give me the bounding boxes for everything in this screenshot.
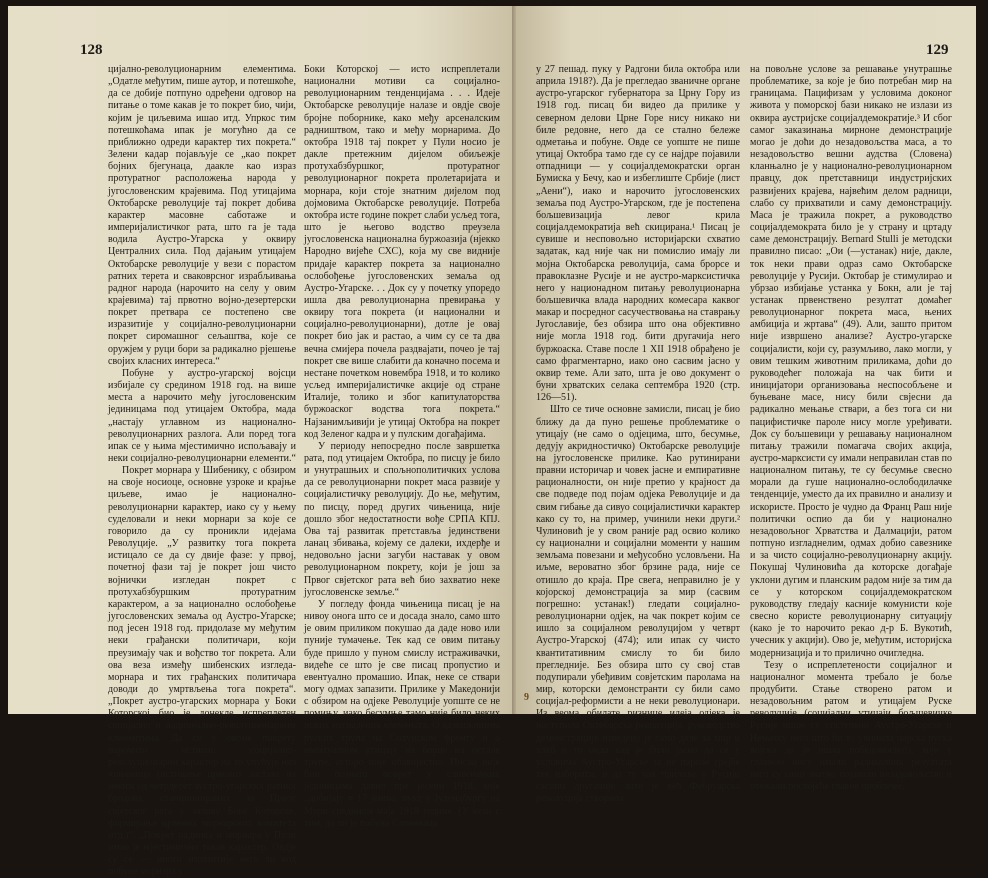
right-column-1	[536, 64, 740, 805]
right-column-2	[750, 64, 952, 793]
left-column-1	[108, 64, 296, 878]
right-col2-paragraph: на повољне услове за решавање унутрашње проблематике, за које је био потребан мир на границама. Пацифизам у условима доконог живота у поморској бази никако не излази из оквира аустријске социјалдемократије.³ И сбог самог заказинања мирнoне демонстрације могао је доћи до незадовољства маса, а то незадовољство вешни аудства (Словена) кланњално је у национално-револуционарном правцу, док претставници индустријских развијених крајева, највећим делом радници, слабо су прихватили и саму демонстрацију. Маса је тражила покрет, а руководство социјалдемократа било је у страну и цртаду саме демонстрацију. Bernard Stulli је методски правилно писао: „Ои (—устанак) није, дакле, ток неки прави одраз само Октобарске револуције у Русији. Октобар је стимулирао и убрзао избијање устанка у Бокн, али је тај устанак првенствено резултат домаћег револуционарног покрета маса, њених амбиција и жртава“ (49). Али, зашто притом није извршено анализе? Аустро-угарскe социјалисти, који су, разумљиво, лако могли, у овим тешким животним приликама, доћи до руководећег положаја на чак бити и иницијатори организовања неспособљене и буњеване масе, нису били свјесни да радикално мењање ствари, а без тога си ни пацифистичке пароле нису могле уређивати. Док су бољшевици у решавању националном питању тражили помагача своjих акција, аустро-марксисти су имали неправилан став по националном питању, те су бесумње свесно морали да гуше национално-ослободилачке тенденције, уместо да их правилно и анализу и искористе. Просто је чудно да Франц Раш није политички оспио да би у национално незадовољног Хрватства и Далмацији, ратом потпуно изгладнелим, одмах добио савезнике и за чисто социјално-револуционарну акцију. Покушај Чулиновића да которске догађаје уклони дугим и планским радом ниjе за тим да се у которском социјалдемократском руководству гледају касније комунисти које свесно користе револуционарну ситуацију (како је то нарочито рекао д-р Б. Вукотић, учесник у акцији). Ово је, међутим, историјска модернизација и то прилично очигледна.	[750, 64, 952, 659]
printer-signature-mark: 9	[524, 692, 529, 703]
right-col1-paragraph: у 27 пешад. пуку у Радгони била октобра или априла 1918?). Да је прегледао званичне органе аустро-угарског губернатора за Црну Гору из 1918 год. писац би видео да прилике у северном делови Црне Горе нису никако ни биле редовне, него да се стално бележе одметања и побуне. Овде се уопште не пише утицај Октобра тамо где су се најдре појавили отпадници — у социјалдемократски орган Бумиска у Бечу, као и избеглиште Србије (лист „Аени“), иако и нарочито југословенских земаља под Аустро-Угарском, где је постепена бољшевизација левог крила социјалдемократија већ скицирана.¹ Писац је сувише и несповољно историјарски схватио задатак, кад није чак ни помислио имају ли мојна Октобарска револуција, сама брорсе и правоклазне Русије и не аустро-марксистичка него у национадном питању револуционарна бољшевичка влада народних комесара каквог макар и посредног сасучествовања на ставрању Југославије, без обзира што она објективно није могла 1918 год. бити другачија него буржоаска. Ставе после 1 XII 1918 обрађено је само фрагментарно, иако оно сасвим јасно у оквир теме. Али зато, шта је ово документ о буни хрватских селака септембра 1920 (стр. 126—51).	[536, 64, 740, 404]
book-spread	[8, 6, 976, 878]
left-page	[8, 6, 516, 878]
right-page	[516, 6, 976, 805]
right-page-number: 129	[926, 42, 949, 58]
left-col2-paragraph: У периоду непосредно после завршетка рата, под утицајем Октобра, по писцу је било и унутрашњих и спољнополитичких услова да се револуционарни покрет маса развије у социјалистичку револуцију. До ње, међутим, по писцу, поред других чињеница, није дошло због недостатности вође СРПА КПЈ. Ова тај развитак претставља јединствени ланац збивања, којему се далеки, ихдерђе и недовољно јасни загуби наставак у овом револуционарном покрету, који је још за Првог свјетског рата већ био захватио неке југословенске земље.“	[304, 440, 500, 598]
left-column-2	[304, 64, 500, 829]
left-col1-paragraph: цијално-револуционарним елементима. „Одатле међутим, пише аутор, и потешкоће, да се добије потпуно одређени одговор на питање о томе какав је то покрет био, чији, којим је циљевима ишао итд. Упркос тим потешкоћама ипак је могућно да се приближно одреди карактер тих покрета.“ Зелени кадар појављује се „као покрет бојних бјегунаца, даакле као израз протуратног расположења народа у југословенским крајевима. Под утицајима Октобарске револуције тај покрет добива карактер масовне саботаже и империјалистичког рата, што га је тада водила Аустро-Угарска у оквиру Централних сила. Под дајањим утицајем Октобарске револуције у вези с порастом ратних терета и сваковрсног израбљивања радног народа (нарочито на селу у овим крајевима) тај првотно војно-дезертерски покрет претвара се постепено све изразитије у социјално-револуционарни покрет сиромашног сељаштва, које се оружјем у руци бори за радикално рјешење својих класних интереса.“	[108, 64, 296, 367]
left-page-number: 128	[80, 42, 103, 58]
right-col1-paragraph: Што се тиче основне замисли, писац је био ближу да да пуно решење проблематике о утицају (не само о одјецима, што, бесумње, дедују акридностичко) Октобарске револуције на југословенске прилике. Као рутинирани правни историчар и човек јасне и емпиративне рационалности, он није претио у крајност да све подведе под појам одјека Револуције и да свим гибање да сивуо социјалистички карактер како су то, на пример, учинили неки други.² Чулиновић је у свом раније рад освио колико су национални и социјални моменти у нашим земљама повезани и међусобно условљени. На иљме, вероватно због брзине рада, није се отишло до краја. Пре свега, неправилно је у којорској демонстрација за мир (сасвим погрешно: устанак!) гледати социјално-револуционарни одјек, на чак покрет којим се ишло за социјалном револуцијом у четврт Аустро-Угарској (474); или ипак су чисто квантитативним смислу то би било прегледније. Без обзира што су свој став подупирали убеђивим совјетским паролама на мир, которски демонстранти су били само социјал-реформисти а не неки револуционари. Из веома обилате ризнице идеја одјека је наступила Октобарска револуција, руководство демонстрације изведено је само деле за мир и хлеб и то онда кад је било јасно да се у условима Аустро-Угарске за не пароле грејбе тек изборити, и да ту чак прилике у Русији сасвим другачије, што је већ Фебруарска револуција створила	[536, 404, 740, 805]
left-col2-paragraph: Боки Которској — исто испреплетали национални мотиви са социјално-револуционарним тенденцијама . . . Идеје Октобарске револуције налазе и овдје своје бројне поборнике, како међу арсеналским радништвом, тако и међу морнарима. До октобра 1918 тај покрет у Пули носио је даклe претежним дијелом обиљежје протухабзбуршког, протуратног револуционарног покрета пролетаријата и морнара, који стоје знатним дијелом под дојмовима Октобарске револуције. Потреба октобра исте године покрет слаби усљед тога, што је његово водство преузела југословенска национална буржоазија (нјекко Народно вијеће СХС), која му све видније придаје карактер покрета за национално ослобођење југословенских земаља од Аустро-Угарске. . . Док су у почетку упоредо ишла два револуционарна превирања у оквиру тога покрета (и национални и социјално-револуционарни), дотле је овај покрет био јак и растао, а чим су се та два вечна смијера почела раздвајати, почео је тај покрет све више слабити да коначно посема и нестане почетком новембра 1918, и то колико усљед империјалистичке акције од стране Италије, толико и због капитулаторства буржоаског водства тога покрета.“ Најзанимљивији је утицај Октобра на покрет код Зеленог кадра и у пулским догађајима.	[304, 64, 500, 440]
left-col1-paragraph: Покрет морнара у Шибенику, с обзиром на своје носиоце, основне узроке и крајње циљеве, имао је национално-револуционарни карактер, иако су у њему суделовали и неки морнари за које се говорило да су проникли идејама Револуције. „У развитку тога покрета истицало се да су двије фазе: у првој, почетној фази тај је покрет још чисто војнички изгледан покрет с протухабзбуршким протуратним карактером, а за национално ослобођење југословенских земаља од Аустро-Угарске; под јесен 1918 год. придолазе му међутим неки грађански политичари, који преузимају чак и вођство тог покрета. Али ова веза између шибенских изгледа-морнара и тих грађанских политичара доводи до умртвљења тога покрета“. „Покрет аустро-угарских морнара у Боки Которској био је донекле испреплетен социјално и национално-револуционарним елементима. Да се у овоме покрету нарочито истицао социјално-револуционарни карактер на то упућује низ чињеница (истицање црвених застава на неким од четрдесет аустро-угарских ратних бродова, станционираних за Првог свјетског рата у заливу Боке Которске, формирање црвених морнарских комитета итд.)“. „Покрет радника и морнара у Пули имао је мјестимично такав карактер. Овдје су се — много изразитије него ли код побуне морнара у	[108, 465, 296, 878]
left-col2-paragraph: У погледу фонда чињеница писац је на нивоу онога што се и досада знало, само што је овим приликом покушао да даде ново или пуније тумачење. Тек кад се овим питању буде пришло у пуном смислу истраживачки, видеће се што је све писац пропустио и евентуално промашио. Ипак, неке се ствари могу одмах запазити. Прилике у Македонији с обзиром на одјеке Револуције уопште се не помињу, иако бесумње тамо није било неких нових нагнадених елемената. О одзвињинима руских трупа на Солунском фронту и о евентуалном утицају на борце на остале трупе, ауторо није обавијестио. Писац није био познато поврет у словеначких јединицама давно пре јесени 1918, које „добијају ≡ 17 јенша, пуку у Јудендбургу на Мури средином маја 1918 године. (У вези с тим, да ли је побуна Словенаца	[304, 598, 500, 829]
right-col2-paragraph: Тезу о испреплетености социјалног и националног момента требало је боље продубити. Стање створено ратом и незадовољним ратом и утицајем Руске револуције (социјални утицаји бољшевичке Русије нише су опстепени Аустро-Угарске и Немачку него што би то учинила царска руска војска да је ишла победоносно!), које у главном нису имали радикалних резултата него су само знатно појачали незадовољство и отежали постојеће главне проблеме,	[750, 659, 952, 793]
left-col1-paragraph: Побуне у аустро-угарској војсци избијале су средином 1918 год. на више места а нарочито међу југословенским јединицама под утицајем Октобра, мада „настају углавном из национално-револуционарних разлога. Али поред тога ипак се у њима мјестимично испољавају и неки социјално-револуционарни елементи.“	[108, 367, 296, 464]
